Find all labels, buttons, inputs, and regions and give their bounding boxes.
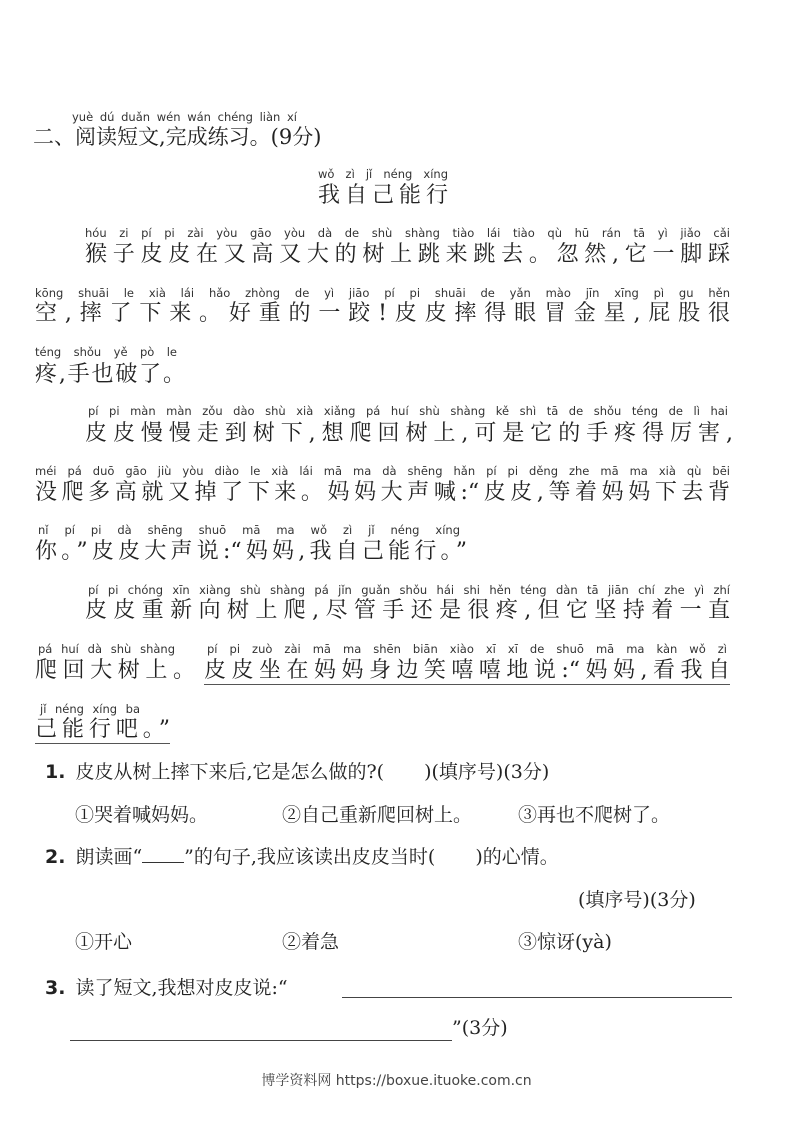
question-text: 朗读画“: [75, 846, 143, 868]
line-text: 爬回大树上。: [35, 658, 195, 683]
q2-option: ③惊讶(yà): [518, 931, 612, 953]
underlined-sentence: 皮皮坐在妈妈身边笑嘻嘻地说:“妈妈,看我自: [204, 658, 730, 683]
underlined-sentence-end: 己能行吧。”: [35, 717, 170, 742]
question-2: [45, 845, 559, 869]
q2-option: ①开心: [75, 931, 133, 953]
line-text: 没爬多高就又掉了下来。妈妈大声喊:“皮皮,等着妈妈下去背: [35, 480, 730, 505]
q1-option: ②自己重新爬回树上。: [282, 804, 473, 826]
answer-line[interactable]: [70, 1040, 452, 1041]
line-text: 皮皮慢慢走到树下,想爬回树上,可是它的手疼得厉害,: [85, 421, 733, 446]
line-pinyin: pí pi màn màn zǒu dào shù xià xiǎng pá huí shù shàng kě shì tā de shǒu téng de lì hai: [88, 404, 728, 418]
question-number: 1.: [45, 761, 66, 783]
question-text: 皮皮从树上摔下来后,它是怎么做的?(: [75, 761, 385, 783]
question-1: [45, 760, 549, 784]
q2-option: ②着急: [282, 931, 340, 953]
line-pinyin: nǐ pí pi dà shēng shuō mā ma wǒ zì jǐ néng xíng: [38, 523, 460, 537]
line-pinyin: kōng shuāi le xià lái hǎo zhòng de yì jiāo pí pi shuāi de yǎn mào jīn xīng pì gu hěn: [35, 286, 730, 300]
line-text: 空,摔了下来。好重的一跤!皮皮摔得眼冒金星,屁股很: [35, 301, 730, 326]
line-pinyin: pí pi zuò zài mā ma shēn biān xiào xī xī de shuō mā ma kàn wǒ zì: [207, 642, 727, 656]
q2-score: (填序号)(3分): [578, 889, 696, 911]
line-text: 皮皮重新向树上爬,尽管手还是很疼,但它坚持着一直: [85, 598, 730, 623]
question-text-end: )(填序号)(3分): [424, 761, 550, 783]
line-text: 你。”皮皮大声说:“妈妈,我自己能行。”: [35, 539, 467, 564]
q1-option: ①哭着喊妈妈。: [75, 804, 209, 826]
line-pinyin: jǐ néng xíng ba: [40, 702, 140, 716]
line-pinyin: méi pá duō gāo jiù yòu diào le xià lái mā ma dà shēng hǎn pí pi děng zhe mā ma xià qù bēi: [35, 464, 730, 478]
q1-option: ③再也不爬树了。: [518, 804, 671, 826]
line-pinyin: hóu zi pí pi zài yòu gāo yòu dà de shù shàng tiào lái tiào qù hū rán tā yì jiǎo cǎi: [85, 226, 730, 240]
q3-score: ”(3分): [452, 1017, 508, 1039]
line-pinyin: pá huí dà shù shàng: [38, 642, 175, 656]
line-text: 猴子皮皮在又高又大的树上跳来跳去。忽然,它一脚踩: [85, 242, 730, 267]
section-heading: 二、阅读短文,完成练习。(9分): [33, 125, 322, 149]
question-text-end: )的心情。: [475, 846, 559, 868]
footer-watermark: 博学资料网 https://boxue.ituoke.com.cn: [261, 1073, 532, 1089]
line-pinyin: pí pi chóng xīn xiàng shù shàng pá jǐn guǎn shǒu hái shi hěn téng dàn tā jiān chí zhe yì zhí: [88, 583, 730, 597]
question-text: 读了短文,我想对皮皮说:“: [75, 977, 288, 999]
question-3: [45, 976, 288, 1000]
answer-line[interactable]: [342, 997, 732, 998]
section-pinyin: yuè dú duǎn wén wán chéng liàn xí: [72, 110, 297, 124]
passage-title-pinyin: wǒ zì jǐ néng xíng: [318, 167, 448, 181]
passage-title: 我自己能行: [318, 183, 448, 208]
question-text-mid: ”的句子,我应该读出皮皮当时(: [184, 846, 436, 868]
line-pinyin: téng shǒu yě pò le: [35, 345, 177, 359]
question-number: 3.: [45, 977, 66, 999]
underline-sample: [142, 862, 184, 863]
line-text: 疼,手也破了。: [35, 362, 185, 387]
question-number: 2.: [45, 846, 66, 868]
